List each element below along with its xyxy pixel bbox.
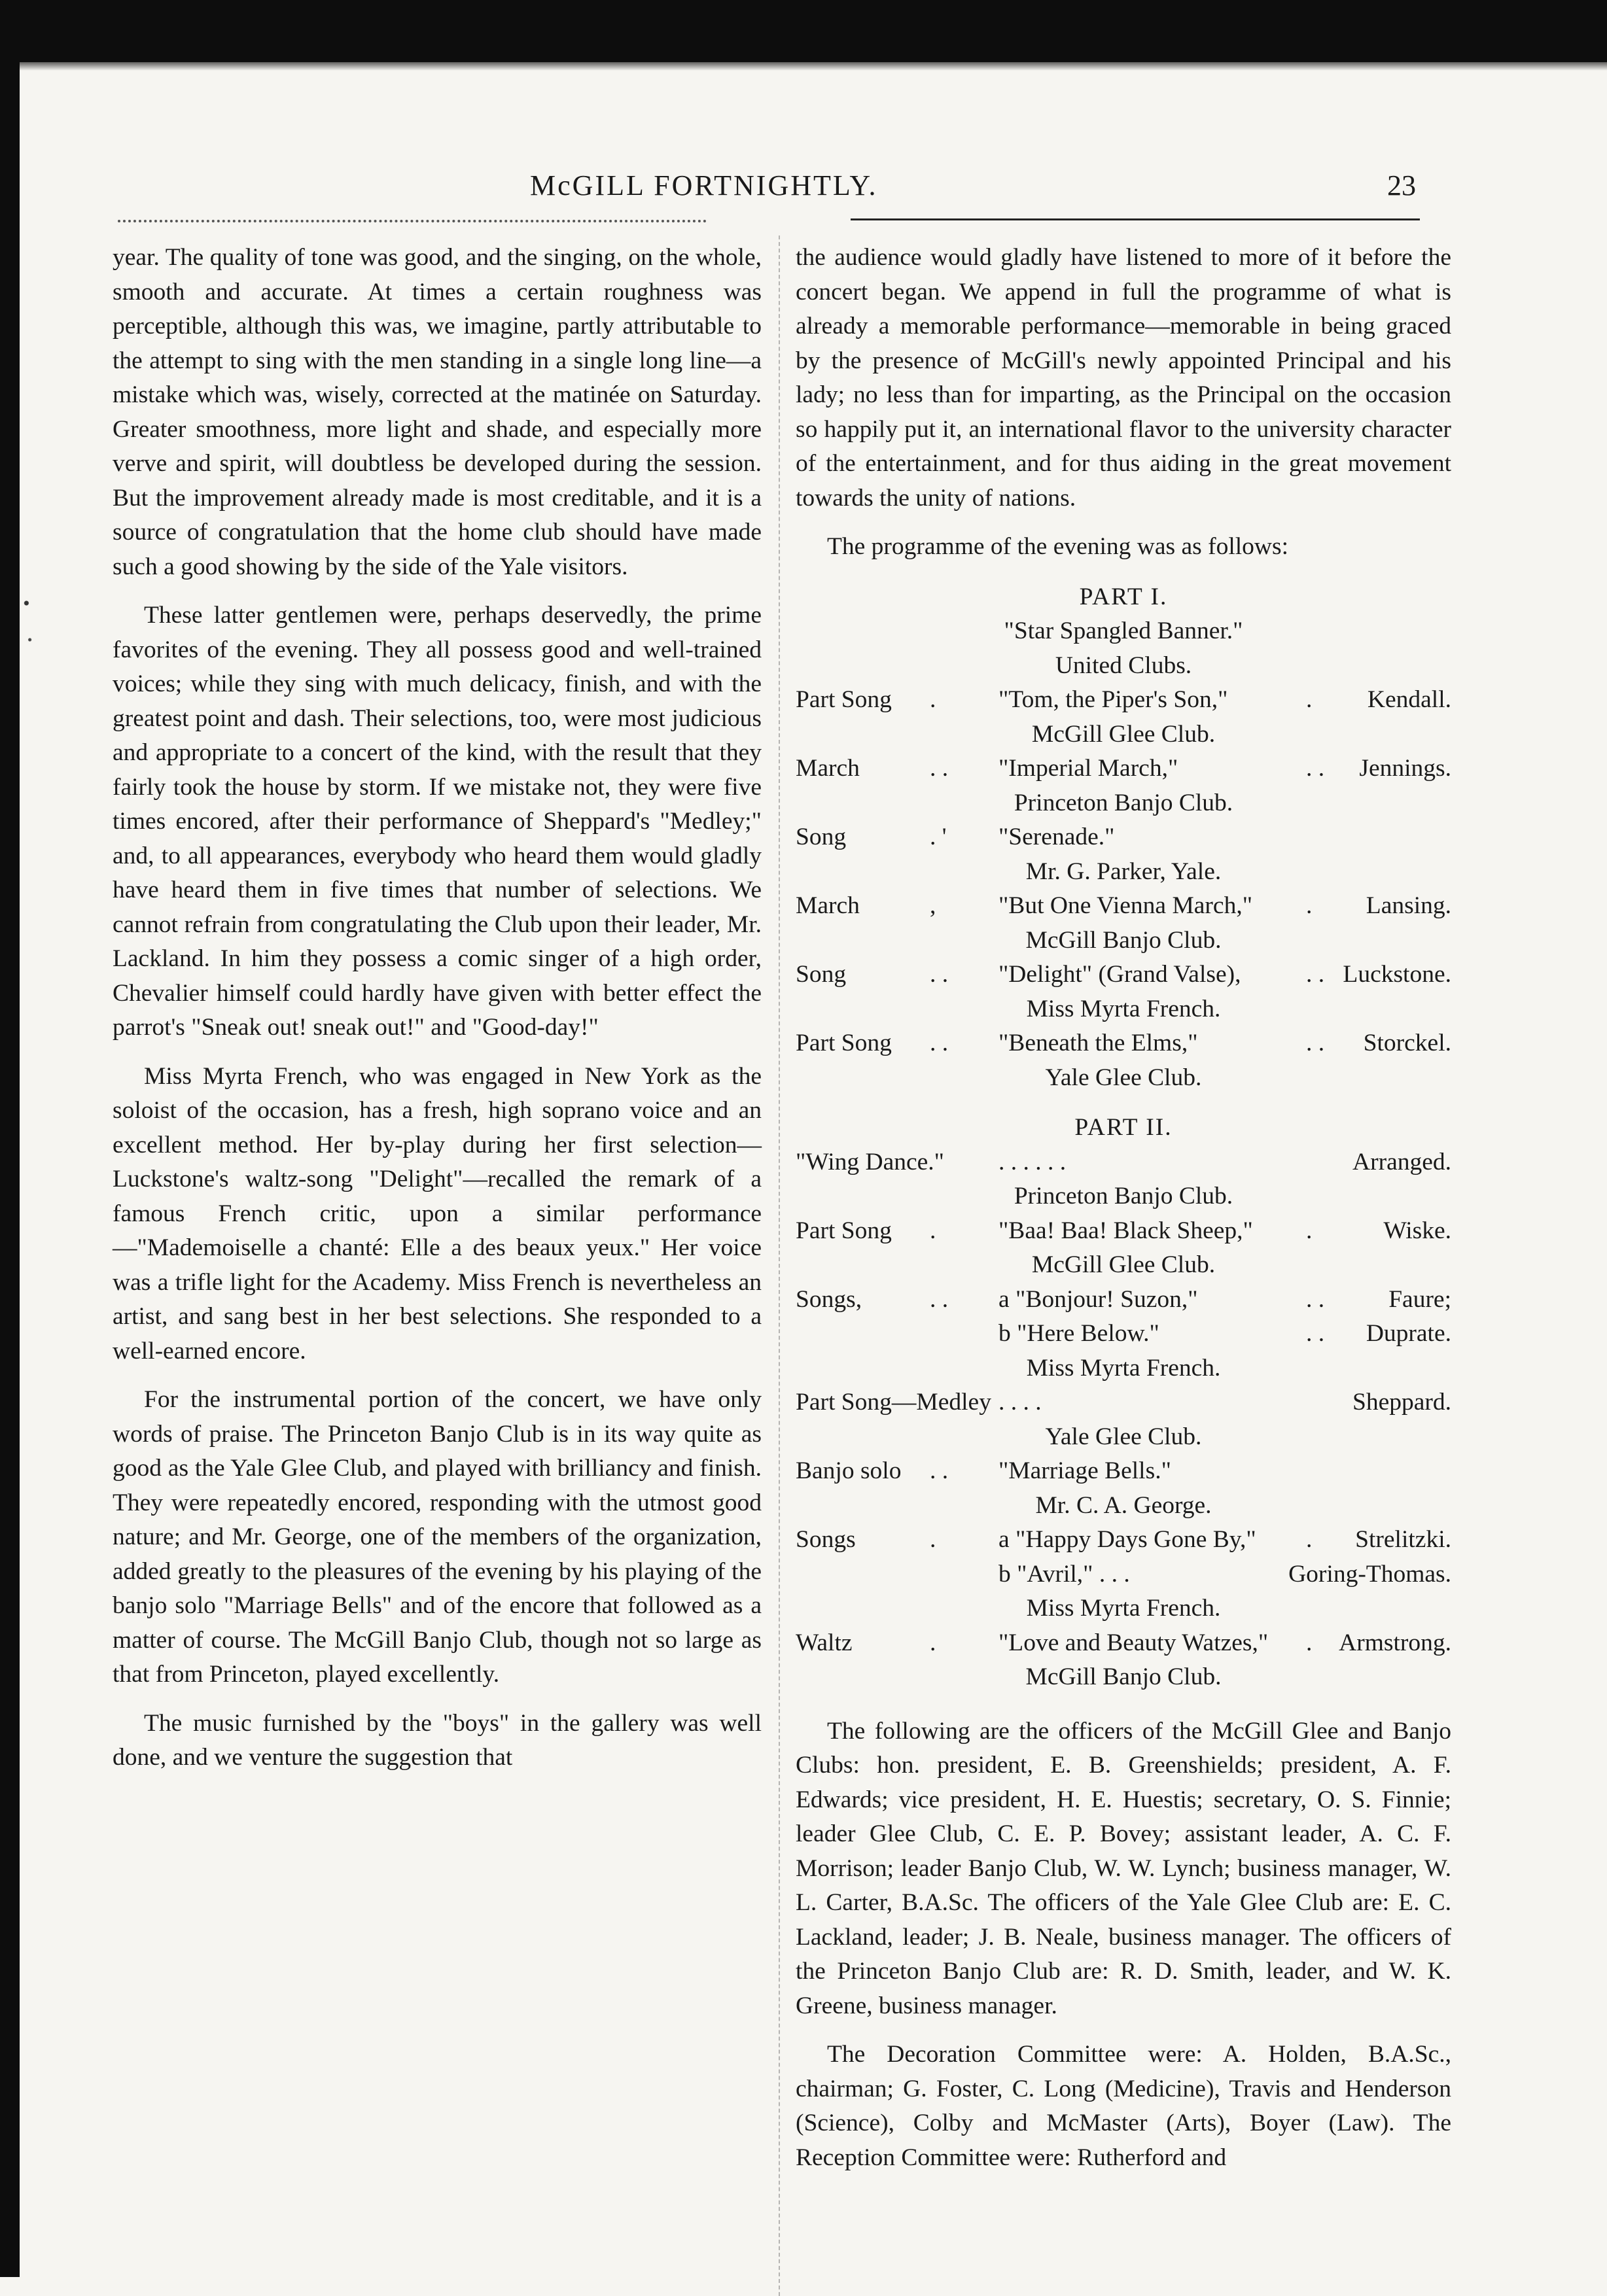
programme-composer: Armstrong. [1339,1629,1451,1656]
programme-item-title: . . . . . . [998,1148,1067,1175]
programme-performer-line: Yale Glee Club. [1045,1064,1202,1091]
programme-item-title: a "Happy Days Gone By," [998,1526,1256,1553]
scan-left-border [0,0,20,2277]
programme-composer: Wiske. [1383,1217,1451,1244]
programme-item-title: "Beneath the Elms," [998,1030,1198,1056]
paragraph: The Decoration Committee were: A. Holden, B.A.Sc., chairman; G. Foster, C. Long (Medicine), Travis and Henderson (Science), Colby and McMaster (Arts), Boyer (Law). The Reception Committee were: Rutherford and [796,2041,1451,2171]
right-column [796,241,1451,2175]
programme-leader-dots: . . [930,1457,949,1484]
programme-composer: Luckstone. [1343,961,1451,988]
programme-row [796,958,1451,992]
programme-composer: Lansing. [1366,892,1451,919]
programme-leader-dots: . . [1306,1285,1325,1313]
programme-row [796,1454,1451,1489]
programme-leader-dots: . . [930,755,949,782]
page-number: 23 [1387,169,1416,201]
programme-leader-dots: . [930,1526,936,1553]
running-title: McGILL FORTNIGHTLY. [530,169,878,201]
programme-item-type: Part Song [796,1217,892,1244]
programme-item-title: b "Here Below." [998,1320,1159,1347]
paragraph: These latter gentlemen were, perhaps deservedly, the prime favorites of the evening. They all possess good and well-trained voices; while they sing with much delicacy, finish, and with the greatest point and dash. Their selections, too, were most judicious and appropriate to a concert of the kind, with the result that they fairly took the house by storm. If we mistake not, they were five times encored, after their performance of Sheppard's "Medley;" and, to all appearances, everybody who heard them would gladly have heard them in five times that number of selections. We cannot refrain from congratulating the Club upon their leader, Mr. Lackland. In him they possess a comic singer of a high order, Chevalier himself could hardly have given with better effect the parrot's "Sneak out! sneak out!" and "Good-day!" [113,602,762,1041]
programme-row [796,1557,1451,1592]
programme-part-two [796,1145,1451,1695]
programme-performer-line: Miss Myrta French. [1026,995,1221,1022]
programme-row [796,1214,1451,1249]
programme-leader-dots: . [1306,1526,1313,1553]
programme-leader-dots: . [1306,1629,1313,1656]
programme-leader-dots: . . [930,1030,949,1056]
programme-item-title: a "Bonjour! Suzon," [998,1285,1198,1313]
programme-composer: Storckel. [1363,1030,1451,1056]
programme-performer-line: United Clubs. [1055,652,1192,679]
programme-leader-dots: . . [1306,1030,1325,1056]
programme-item-title: . . . . [998,1389,1042,1416]
programme-item-type: Part Song [796,686,892,713]
programme-performer-line: McGill Banjo Club. [1025,926,1222,954]
programme-composer: Faure; [1388,1285,1451,1313]
programme-item-title: "Marriage Bells." [998,1457,1171,1484]
paragraph: The following are the officers of the McGill Glee and Banjo Clubs: hon. president, E. B. Greenshields; president, A. F. Edwards; vice president, H. E. Huestis; secretary, O. S. Finnie; leader Glee Club, C. E. P. Bovey; assistant leader, A. C. F. Morrison; leader Banjo Club, W. W. Lynch; business manager, W. L. Carter, B.A.Sc. The officers of the Yale Glee Club are: E. C. Lackland, leader; J. B. Neale, business manager. The officers of the Princeton Banjo Club are: R. D. Smith, leader, and W. K. Greene, business manager. [796,1717,1451,2019]
paragraph: For the instrumental portion of the concert, we have only words of praise. The Princeton Banjo Club is in its way quite as good as the Yale Glee Club, and played with brilliancy and finish. They were repeatedly encored, responding with the utmost good nature; and Mr. George, one of the members of the organization, added greatly to the pleasures of the evening by his playing of the banjo solo "Marriage Bells" and of the encore that followed as a matter of course. The McGill Banjo Club, though not so large as that from Princeton, played excellently. [113,1386,762,1688]
programme-row [796,1026,1451,1061]
scan-speckles [20,576,37,667]
programme-performer-line: Princeton Banjo Club. [1014,1183,1233,1209]
programme-item-type: March [796,755,860,782]
programme-row [796,889,1451,924]
programme-intro: The programme of the evening was as follows: [827,533,1289,560]
programme-leader-dots: . [930,1629,936,1656]
programme-performer-line: McGill Glee Club. [1031,720,1216,748]
programme-row [796,1523,1451,1557]
programme-leader-dots: . . [1306,961,1325,988]
programme-leader-dots: . ' [930,824,947,850]
programme-item-type: Banjo solo [796,1457,902,1484]
header-rule-left [118,220,707,222]
paragraph: Miss Myrta French, who was engaged in New York as the soloist of the occasion, has a fresh, high soprano voice and an excellent method. Her by-play during her first selection—Luckstone's waltz-song "Delight"—recalled the remark of a famous French critic, upon a similar performance—"Mademoiselle a chanté: Elle a des beaux yeux." Her voice was a trifle light for the Academy. Miss French is nevertheless an artist, and sang best in her best selections. She responded to a well-earned encore. [113,1062,762,1365]
programme-leader-dots: . [930,686,936,713]
programme-leader-dots: . [930,1217,936,1244]
programme-performer-line: Yale Glee Club. [1045,1423,1202,1450]
programme-composer: Goring-Thomas. [1288,1560,1451,1588]
programme-performer-line: Miss Myrta French. [1026,1354,1221,1382]
programme-performer-line: Miss Myrta French. [1026,1595,1221,1622]
programme-item-title: "Love and Beauty Watzes," [998,1629,1269,1656]
programme-item-title: "Imperial March," [998,755,1178,782]
programme-part-one [796,614,1451,1095]
programme-row [796,1385,1451,1420]
paragraph: year. The quality of tone was good, and the singing, on the whole, smooth and accurate. At times a certain roughness was perceptible, although this was, we imagine, partly attributable to the attempt to sing with the men standing in a single long line—a mistake which was, wisely, corrected at the matinée on Saturday. Greater smoothness, more light and shade, and especially more verve and spirit, will doubtless be developed during the session. But the improvement already made is most creditable, and it is a source of congratulation that the home club should have made such a good showing by the side of the Yale visitors. [113,244,762,580]
programme-item-type: Part Song [796,1030,892,1056]
part-heading: PART I. [1079,583,1168,610]
programme-item-type: Songs, [796,1285,862,1313]
programme-item-title: "Delight" (Grand Valse), [998,961,1241,988]
programme-composer: Sheppard. [1352,1389,1451,1416]
header-rule-right [851,218,1420,220]
programme-performer-line: Princeton Banjo Club. [1014,789,1233,816]
programme-composer: Kendall. [1367,686,1451,713]
programme-row [796,752,1451,786]
part-heading: PART II. [1074,1114,1173,1141]
programme-composer: Arranged. [1352,1148,1451,1175]
programme-row [796,1283,1451,1317]
programme-leader-dots: . . [1306,1320,1325,1347]
programme-item-type: Part Song—Medley [796,1389,991,1416]
programme-row [796,683,1451,718]
programme-leader-dots: , [930,892,936,919]
programme-item-type: Waltz [796,1629,853,1656]
scan-top-border-shadow [0,58,1607,71]
programme-item-type: March [796,892,860,919]
paragraph: The music furnished by the "boys" in the gallery was well done, and we venture the suggestion that [113,1709,762,1771]
programme-row [796,1626,1451,1661]
paragraph: the audience would gladly have listened to more of it before the concert began. We append in full the programme of what is already a memorable performance—memorable in being graced by the presence of McGill's newly appointed Principal and his lady; no less than for imparting, as the Principal on the occasion so happily put it, an international flavor to the university character of the entertainment, and for thus aiding in the great movement towards the unity of nations. [796,244,1451,512]
programme-item-type: Song [796,824,847,850]
programme-composer: Duprate. [1366,1320,1451,1347]
programme-leader-dots: . . [930,961,949,988]
programme-leader-dots: . [1306,686,1313,713]
programme-item-title: "Serenade." [998,824,1115,850]
programme-row [796,820,1451,855]
programme-item-type: Songs [796,1526,856,1553]
programme-composer: Jennings. [1359,755,1451,782]
programme-composer: Strelitzki. [1355,1526,1451,1553]
programme-performer-line: "Star Spangled Banner." [1004,617,1243,644]
programme-leader-dots: . . [930,1285,949,1313]
programme-row [796,1145,1451,1180]
programme-performer-line: McGill Banjo Club. [1025,1663,1222,1690]
programme-performer-line: Mr. G. Parker, Yale. [1025,858,1222,885]
programme-item-title: "Tom, the Piper's Son," [998,686,1228,713]
programme-item-type: "Wing Dance." [796,1148,944,1175]
left-column [113,241,762,1775]
programme-item-title: "Baa! Baa! Black Sheep," [998,1217,1253,1244]
running-head [0,169,1607,208]
programme-row [796,1317,1451,1351]
scan-top-border [0,0,1607,62]
programme-leader-dots: . [1306,1217,1313,1244]
programme-item-title: b "Avril," . . . [998,1560,1130,1588]
programme-performer-line: McGill Glee Club. [1031,1251,1216,1278]
programme-item-title: "But One Vienna March," [998,892,1253,919]
programme-leader-dots: . . [1306,755,1325,782]
column-divider [779,235,780,2296]
programme-item-type: Song [796,961,847,988]
programme-performer-line: Mr. C. A. George. [1035,1491,1212,1519]
programme-leader-dots: . [1306,892,1313,919]
